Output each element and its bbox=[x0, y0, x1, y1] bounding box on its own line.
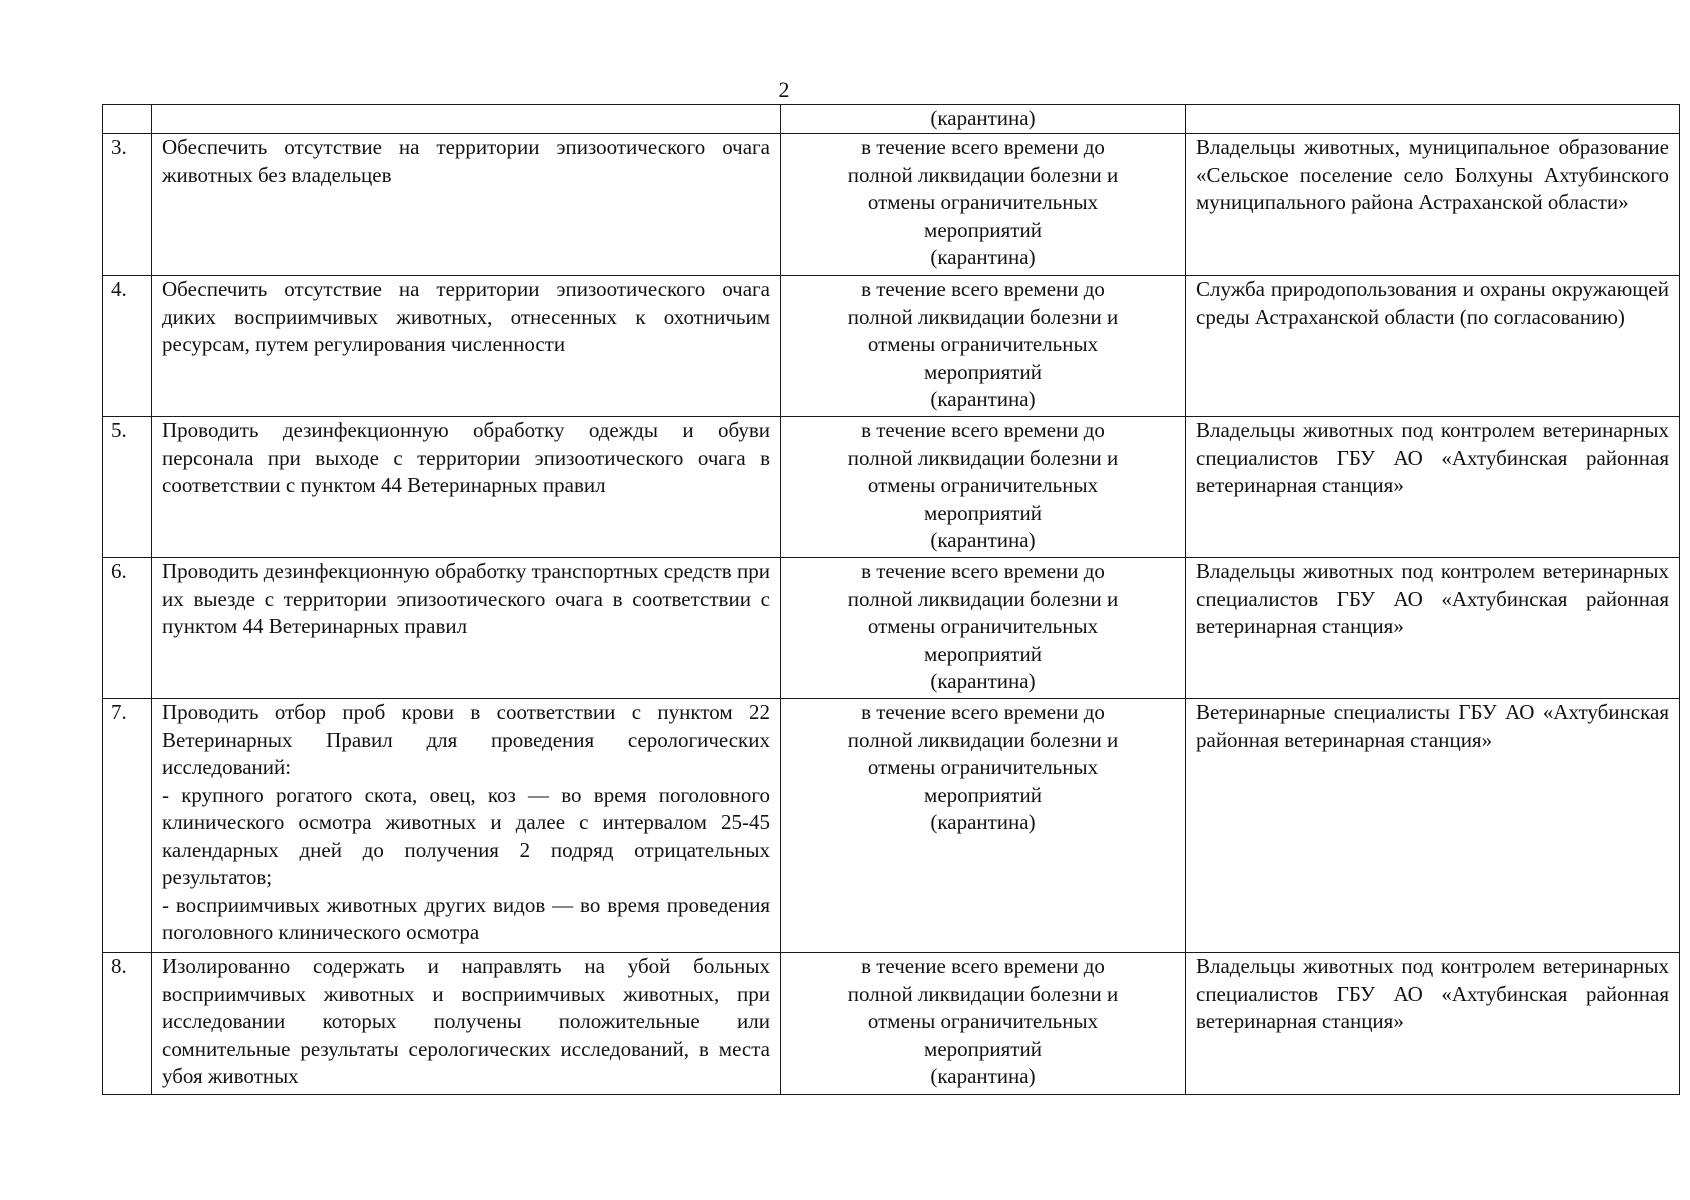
action-paragraph: Проводить отбор проб крови в соответствии с пунктом 22 Ветеринарных Правил для проведения серологических исследований: bbox=[162, 700, 770, 779]
row-number: 6. bbox=[111, 559, 127, 583]
term-line: (карантина) bbox=[930, 387, 1036, 411]
term-line: полной ликвидации болезни и bbox=[847, 981, 1119, 1006]
cell-action: Изолированно содержать и направлять на убой больных восприимчивых животных и восприимчивых животных, при исследовании которых получены положительные или сомнительные результаты серологических исследований, в места убоя животных bbox=[152, 953, 781, 1095]
cell-num bbox=[103, 558, 152, 699]
cell-term bbox=[781, 699, 1186, 953]
term-line: мероприятий bbox=[924, 359, 1042, 384]
term-line: (карантина) bbox=[930, 1064, 1036, 1088]
cell-term bbox=[781, 276, 1186, 417]
cell-action: Обеспечить отсутствие на территории эпизоотического очага животных без владельцев bbox=[152, 134, 781, 276]
term-line: (карантина) bbox=[930, 528, 1036, 552]
cell-responsible: Ветеринарные специалисты ГБУ АО «Ахтубинская районная ветеринарная станция» bbox=[1186, 699, 1680, 953]
table-row-continuation bbox=[103, 105, 1680, 134]
table-row-6 bbox=[103, 558, 1680, 699]
term-line: (карантина) bbox=[930, 810, 1036, 834]
term-line: (карантина) bbox=[930, 245, 1036, 269]
cell-num bbox=[103, 134, 152, 276]
table-row-8 bbox=[103, 953, 1680, 1095]
cell-num bbox=[103, 417, 152, 558]
table-row-4 bbox=[103, 276, 1680, 417]
cell-term bbox=[781, 105, 1186, 134]
cell-term bbox=[781, 417, 1186, 558]
term-line: (карантина) bbox=[930, 106, 1036, 130]
action-paragraph: - крупного рогатого скота, овец, коз — во время поголовного клинического осмотра животных и далее с интервалом 25-45 календарных дней до получения 2 подряд отрицательных результатов; bbox=[162, 782, 770, 889]
term-line: мероприятий bbox=[924, 217, 1042, 242]
cell-num bbox=[103, 105, 152, 134]
action-paragraph: - восприимчивых животных других видов — во время проведения поголовного клинического осмотра bbox=[162, 892, 770, 944]
cell-num bbox=[103, 699, 152, 953]
cell-responsible: Владельцы животных, муниципальное образование «Сельское поселение село Болхуны Ахтубинского муниципального района Астраханской области» bbox=[1186, 134, 1680, 276]
cell-responsible bbox=[1186, 105, 1680, 134]
term-line: мероприятий bbox=[924, 1036, 1042, 1061]
term-line: в течение всего времени до bbox=[861, 559, 1105, 583]
cell-term bbox=[781, 953, 1186, 1095]
cell-num bbox=[103, 953, 152, 1095]
table-row-3 bbox=[103, 134, 1680, 276]
row-number: 4. bbox=[111, 277, 127, 301]
term-line: в течение всего времени до bbox=[861, 277, 1105, 301]
term-line: отмены ограничительных bbox=[867, 1009, 1099, 1033]
cell-action bbox=[152, 105, 781, 134]
cell-action: Проводить дезинфекционную обработку транспортных средств при их выезде с территории эпизоотического очага в соответствии с пунктом 44 Ветеринарных правил bbox=[152, 558, 781, 699]
cell-responsible: Служба природопользования и охраны окружающей среды Астраханской области (по согласованию) bbox=[1186, 276, 1680, 417]
term-line: отмены ограничительных bbox=[867, 332, 1099, 356]
term-line: отмены ограничительных bbox=[867, 473, 1099, 497]
term-line: полной ликвидации болезни и bbox=[847, 445, 1119, 470]
cell-responsible: Владельцы животных под контролем ветеринарных специалистов ГБУ АО «Ахтубинская районная ветеринарная станция» bbox=[1186, 558, 1680, 699]
term-line: отмены ограничительных bbox=[867, 755, 1099, 779]
term-line: в течение всего времени до bbox=[861, 418, 1105, 442]
row-number: 5. bbox=[111, 418, 127, 442]
term-line: мероприятий bbox=[924, 641, 1042, 666]
term-line: полной ликвидации болезни и bbox=[847, 162, 1119, 187]
row-number: 3. bbox=[111, 135, 127, 159]
term-line: отмены ограничительных bbox=[867, 190, 1099, 214]
term-line: полной ликвидации болезни и bbox=[847, 586, 1119, 611]
term-line: в течение всего времени до bbox=[861, 700, 1105, 724]
cell-action: Проводить дезинфекционную обработку одежды и обуви персонала при выходе с территории эпизоотического очага в соответствии с пунктом 44 Ветеринарных правил bbox=[152, 417, 781, 558]
cell-responsible: Владельцы животных под контролем ветеринарных специалистов ГБУ АО «Ахтубинская районная ветеринарная станция» bbox=[1186, 417, 1680, 558]
table-row-7 bbox=[103, 699, 1680, 953]
term-line: (карантина) bbox=[930, 669, 1036, 693]
cell-num bbox=[103, 276, 152, 417]
term-line: полной ликвидации болезни и bbox=[847, 727, 1119, 752]
term-line: в течение всего времени до bbox=[861, 954, 1105, 978]
term-line: в течение всего времени до bbox=[861, 135, 1105, 159]
term-line: отмены ограничительных bbox=[867, 614, 1099, 638]
row-number: 8. bbox=[111, 954, 127, 978]
cell-responsible: Владельцы животных под контролем ветеринарных специалистов ГБУ АО «Ахтубинская районная ветеринарная станция» bbox=[1186, 953, 1680, 1095]
cell-action: Обеспечить отсутствие на территории эпизоотического очага диких восприимчивых животных, отнесенных к охотничьим ресурсам, путем регулирования численности bbox=[152, 276, 781, 417]
cell-term bbox=[781, 558, 1186, 699]
cell-term bbox=[781, 134, 1186, 276]
cell-action bbox=[152, 699, 781, 953]
row-number: 7. bbox=[111, 700, 127, 724]
table-row-5 bbox=[103, 417, 1680, 558]
measures-table bbox=[102, 104, 1680, 1095]
page-number: 2 bbox=[778, 77, 790, 102]
term-line: мероприятий bbox=[924, 782, 1042, 807]
term-line: полной ликвидации болезни и bbox=[847, 304, 1119, 329]
term-line: мероприятий bbox=[924, 500, 1042, 525]
